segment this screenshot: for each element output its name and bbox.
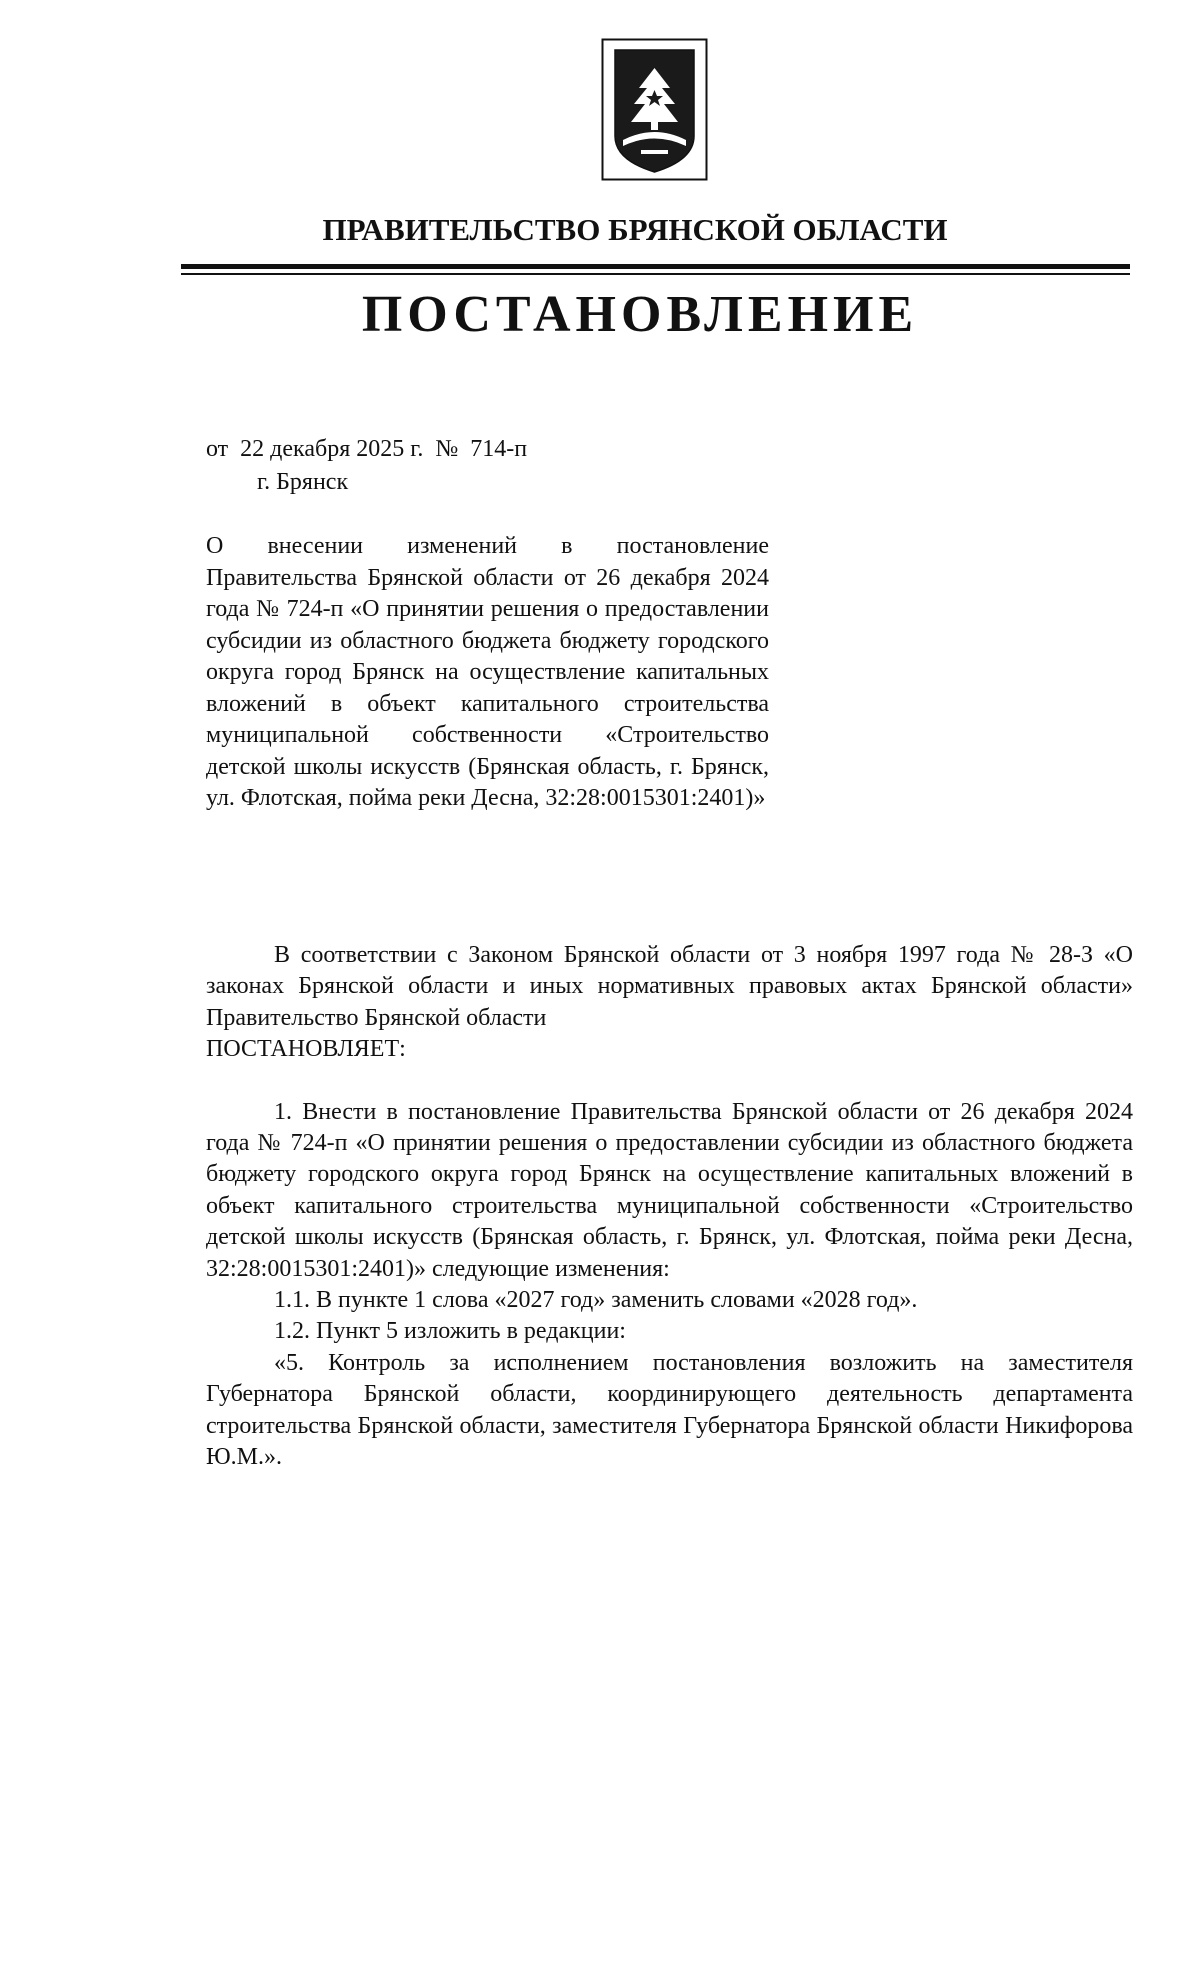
city-line: г. Брянск xyxy=(257,469,349,495)
item-5-text-paragraph: «5. Контроль за исполнением постановления возложить на заместителя Губернатора Брянской области, координирующего деятельность департамента строительства Брянской области, заместителя Губернатора Брянской области Никифорова Ю.М.». xyxy=(206,1349,1133,1471)
header-divider-thick xyxy=(181,264,1130,269)
subject-block: О внесении изменений в постановление Правительства Брянской области от 26 декабря 2024 года № 724-п «О принятии решения о предоставлении субсидии из областного бюджета бюджету городского округа город Брянск на осуществление капитальных вложений в объект капитального строительства муниципальной собственности «Строительство детской школы искусств (Брянская область, г. Брянск, ул. Флотская, пойма реки Десна, 32:28:0015301:2401)» xyxy=(206,533,769,811)
resolves-line: ПОСТАНОВЛЯЕТ: xyxy=(206,1036,406,1063)
document-type-title: ПОСТАНОВЛЕНИЕ xyxy=(361,286,919,343)
body-text xyxy=(206,940,1133,1474)
header-divider-thin xyxy=(181,273,1130,275)
item-1-1-paragraph: 1.1. В пункте 1 слова «2027 год» заменить словами «2028 год». xyxy=(274,1287,918,1314)
organization-title: ПРАВИТЕЛЬСТВО БРЯНСКОЙ ОБЛАСТИ xyxy=(322,212,948,247)
bryansk-region-coat-of-arms-icon xyxy=(601,38,708,181)
item-1-2-paragraph: 1.2. Пункт 5 изложить в редакции: xyxy=(274,1318,626,1345)
preamble-paragraph: В соответствии с Законом Брянской области от 3 ноября 1997 года № 28-З «О законах Брянской области и иных нормативных правовых актах Брянской области» Правительство Брянской области xyxy=(206,942,1133,1031)
paragraph-gap xyxy=(206,1066,1133,1097)
date-number-line: от 22 декабря 2025 г. № 714-п xyxy=(206,436,528,462)
item-1-paragraph: 1. Внести в постановление Правительства Брянской области от 26 декабря 2024 года № 724-п «О принятии решения о предоставлении субсидии из областного бюджета бюджету городского округа город Брянск на осуществление капитальных вложений в объект капитального строительства муниципальной собственности «Строительство детской школы искусств (Брянская область, г. Брянск, ул. Флотская, пойма реки Десна, 32:28:0015301:2401)» следующие изменения: xyxy=(206,1098,1133,1282)
